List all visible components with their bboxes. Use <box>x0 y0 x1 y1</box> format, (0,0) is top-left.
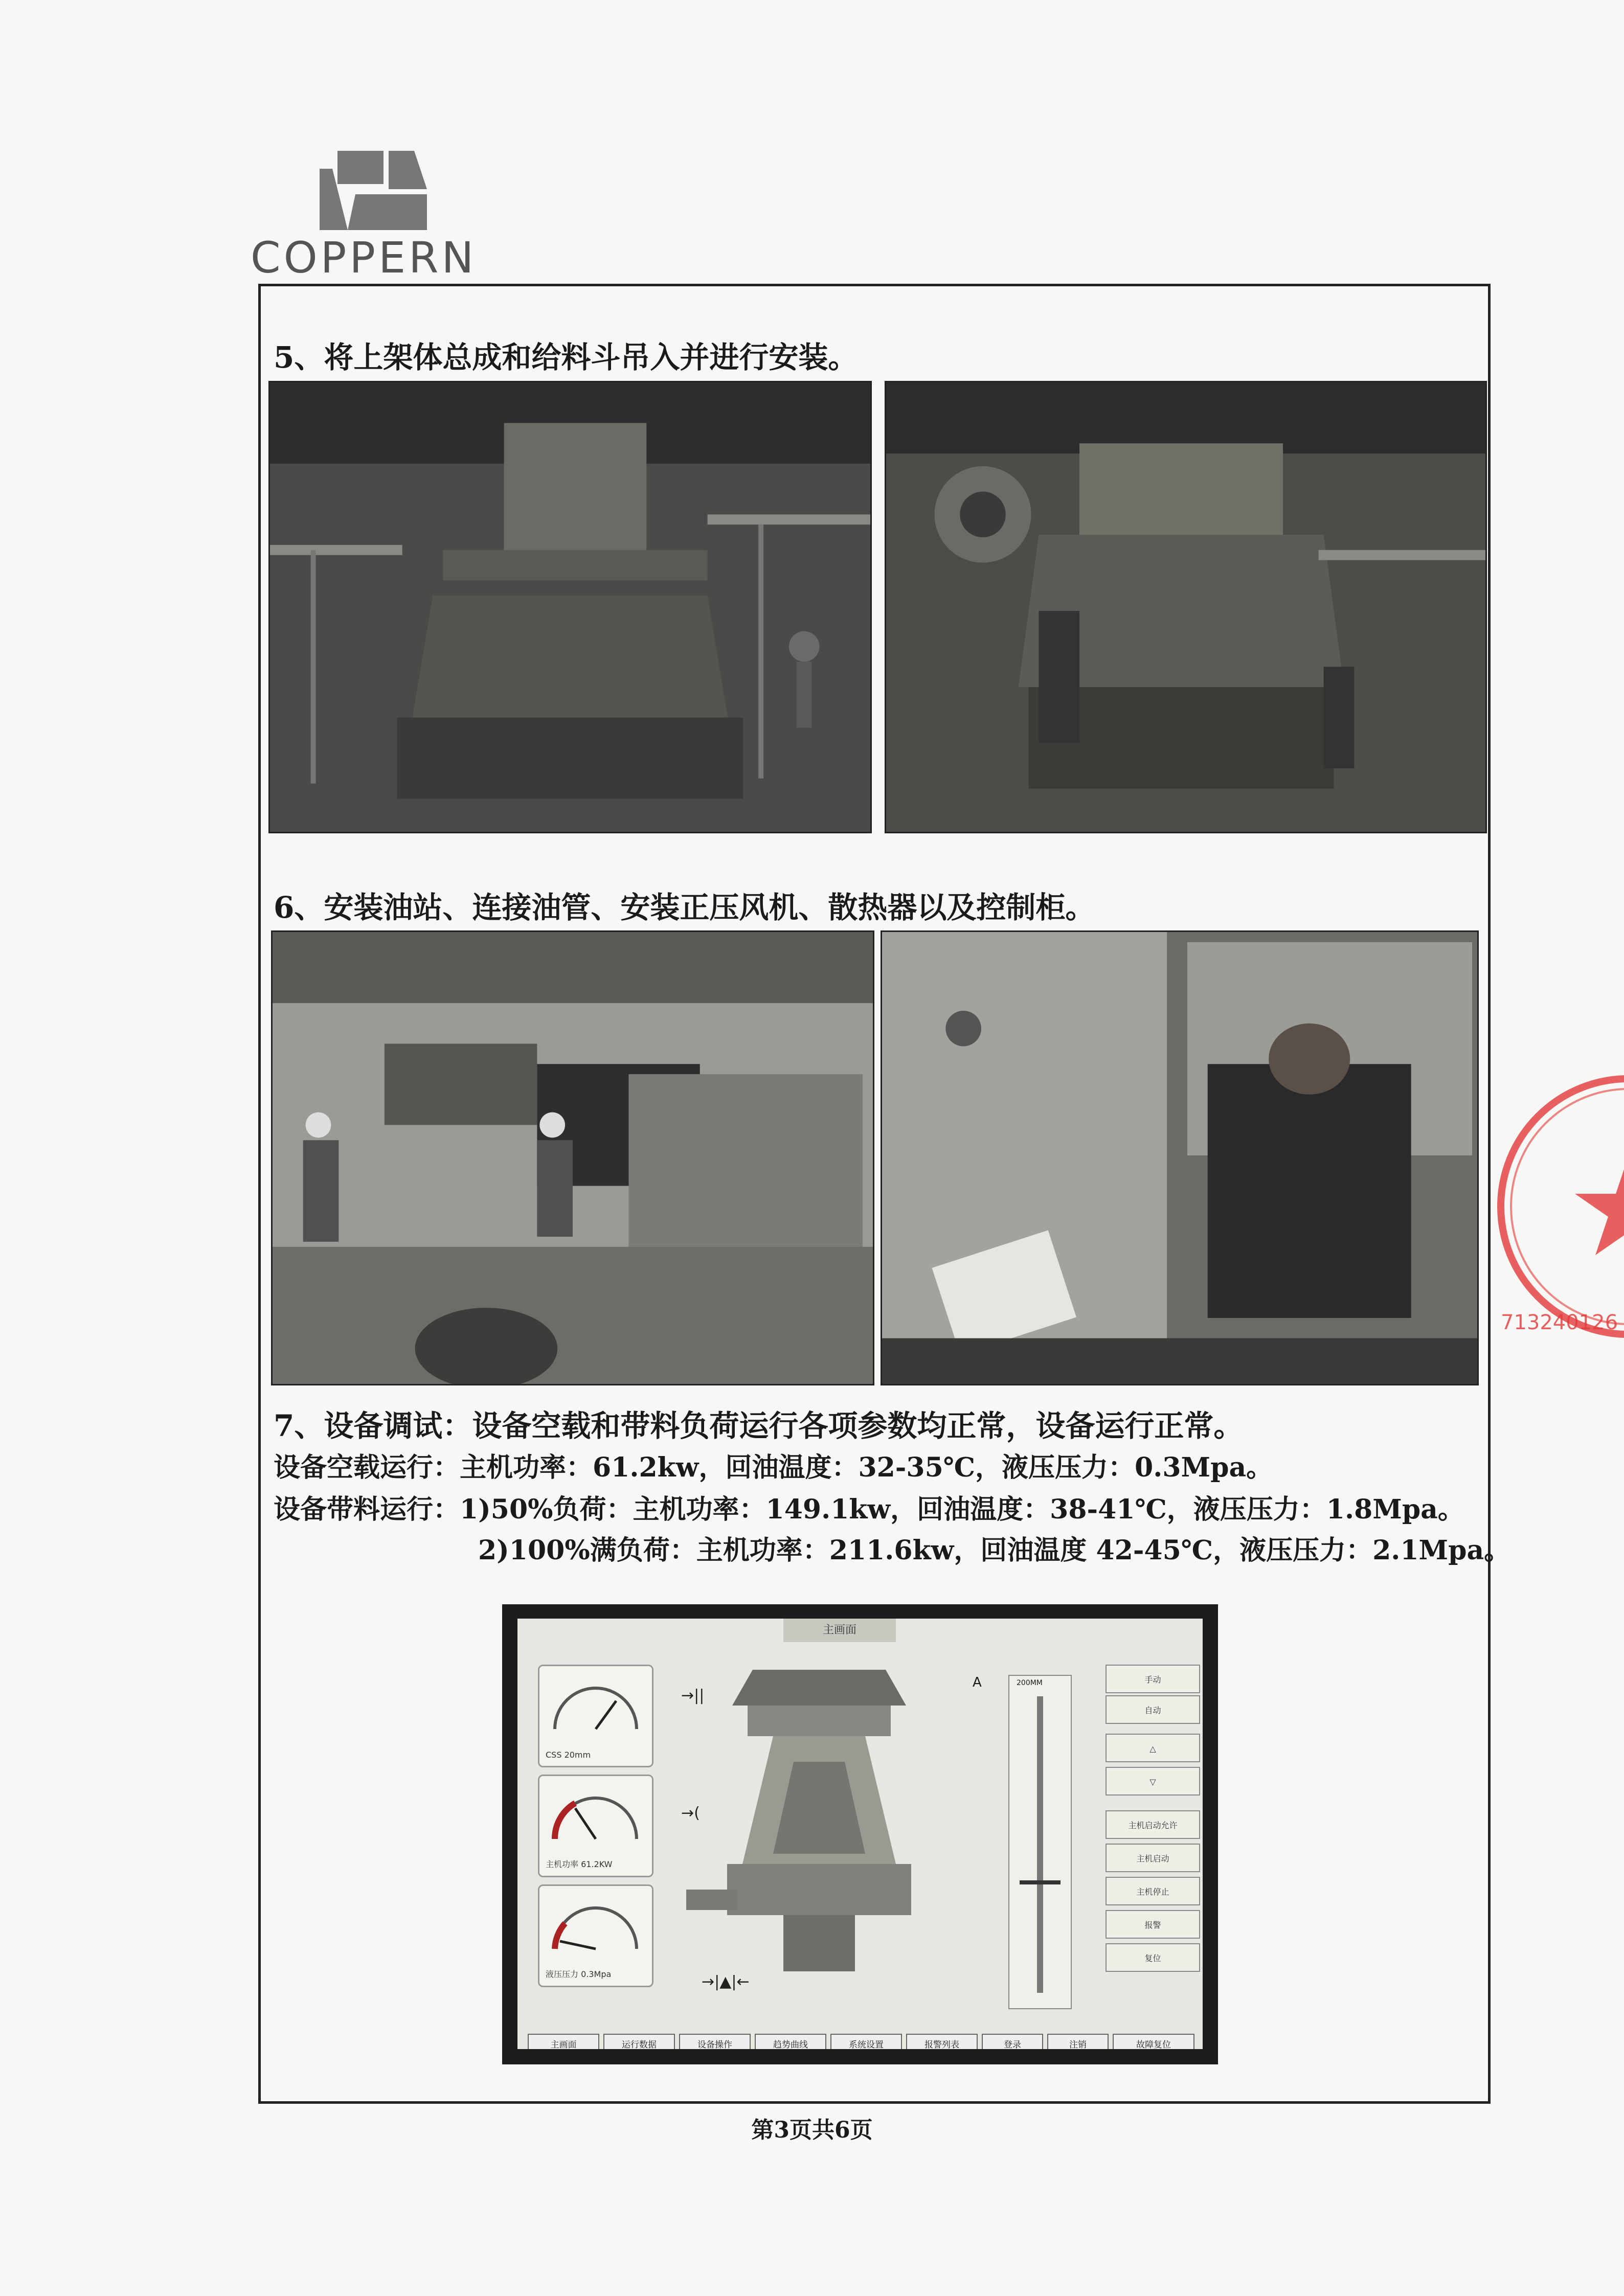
coppern-logo-icon <box>317 148 430 233</box>
power-gauge-label: 主机功率 61.2KW <box>546 1859 613 1869</box>
load-params-100: 2)100%满负荷：主机功率：211.6kw，回油温度 42-45℃，液压压力：2.1Mpa。 <box>478 1535 1511 1566</box>
seal-icon <box>1491 1063 1624 1350</box>
svg-text:→|▲|←: →|▲|← <box>702 1973 750 1991</box>
logo-text: COPPERN <box>251 233 477 283</box>
auto-button[interactable]: 自动 <box>1106 1695 1200 1724</box>
up-button[interactable]: △ <box>1106 1734 1200 1762</box>
hmi-screen-photo <box>502 1604 1218 2064</box>
main-stop-button[interactable]: 主机停止 <box>1106 1877 1200 1905</box>
tab-settings[interactable]: 系统设置 <box>830 2034 902 2049</box>
tab-logout[interactable]: 注销 <box>1047 2034 1109 2049</box>
no-load-params: 设备空载运行：主机功率：61.2kw，回油温度：32-35℃，液压压力：0.3Mpa。 <box>274 1452 1273 1483</box>
alarm-button[interactable]: 报警 <box>1106 1910 1200 1939</box>
hmi-panel <box>517 1619 1203 2049</box>
hmi-title: 主画面 <box>783 1619 896 1642</box>
section-6-heading: 6、安装油站、连接油管、安装正压风机、散热器以及控制柜。 <box>274 890 1095 925</box>
manual-button[interactable]: 手动 <box>1106 1665 1200 1693</box>
reset-button[interactable]: 复位 <box>1106 1943 1200 1972</box>
svg-text:713240126: 713240126 <box>1501 1311 1618 1334</box>
css-gauge <box>538 1665 653 1767</box>
company-logo <box>251 148 506 281</box>
main-start-button[interactable]: 主机启动 <box>1106 1844 1200 1872</box>
photo-oil-station <box>271 930 874 1385</box>
start-permit-button[interactable]: 主机启动允许 <box>1106 1810 1200 1839</box>
hydraulic-gauge <box>538 1884 653 1987</box>
css-gauge-label: CSS 20mm <box>546 1750 591 1760</box>
crusher-cross-section-icon <box>671 1649 957 2007</box>
tab-alarm-list[interactable]: 报警列表 <box>906 2034 978 2049</box>
level-scale <box>1008 1675 1072 2009</box>
tab-run-data[interactable]: 运行数据 <box>603 2034 675 2049</box>
indicator-a: A <box>973 1675 982 1690</box>
section-5-heading: 5、将上架体总成和给料斗吊入并进行安装。 <box>274 340 858 375</box>
tab-login[interactable]: 登录 <box>982 2034 1043 2049</box>
photo-control-cabinet <box>881 930 1479 1385</box>
scale-label: 200MM <box>1017 1679 1043 1687</box>
tab-fault-reset[interactable]: 故障复位 <box>1113 2034 1194 2049</box>
level-indicator <box>1020 1880 1061 1884</box>
load-params-50: 设备带料运行：1)50%负荷：主机功率：149.1kw，回油温度：38-41℃，液压压力：1.8Mpa。 <box>274 1494 1464 1525</box>
page-number: 第3页共6页 <box>751 2117 873 2143</box>
svg-text:→||: →|| <box>681 1687 705 1704</box>
power-gauge <box>538 1775 653 1877</box>
tab-trend[interactable]: 趋势曲线 <box>755 2034 826 2049</box>
section-7-heading: 7、设备调试：设备空载和带料负荷运行各项参数均正常，设备运行正常。 <box>274 1408 1244 1443</box>
photo-crusher-lifting <box>268 381 872 833</box>
down-button[interactable]: ▽ <box>1106 1767 1200 1795</box>
photo-crusher-installed <box>885 381 1487 833</box>
company-seal <box>1491 1063 1624 1350</box>
hydraulic-gauge-label: 液压压力 0.3Mpa <box>546 1969 612 1979</box>
svg-text:→(: →( <box>681 1804 700 1822</box>
tab-main[interactable]: 主画面 <box>528 2034 599 2049</box>
tab-device-op[interactable]: 设备操作 <box>679 2034 751 2049</box>
